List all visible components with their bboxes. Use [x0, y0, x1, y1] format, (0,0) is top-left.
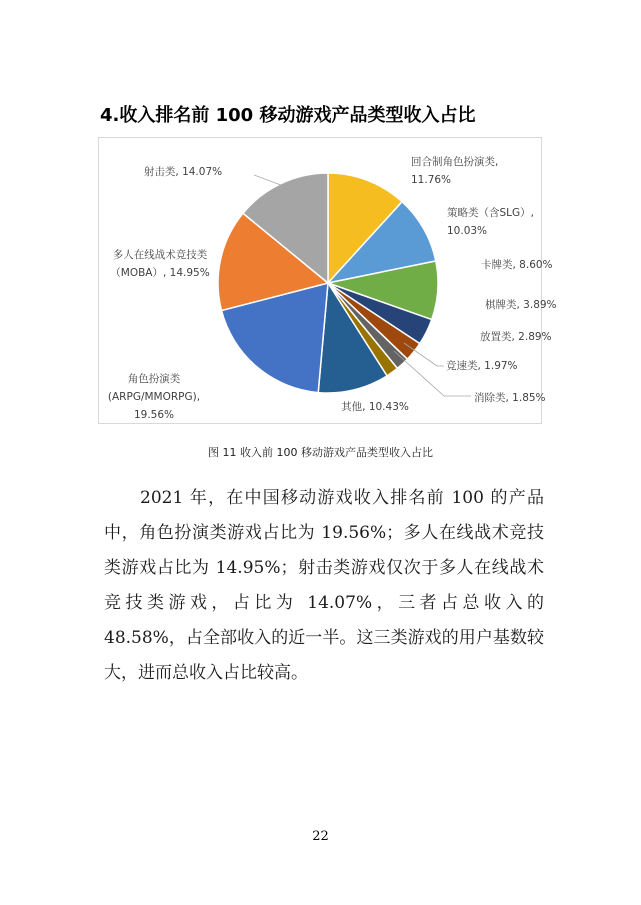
slice-label: 回合制角色扮演类, 11.76% — [411, 156, 499, 186]
slice-label: 射击类, 14.07% — [143, 166, 223, 178]
section-title: 4.收入排名前 100 移动游戏产品类型收入占比 — [100, 105, 476, 126]
slice-label: 角色扮演类(ARPG/MMORPG), 19.56% — [107, 373, 201, 421]
slice-label: 棋牌类, 3.89% — [485, 299, 557, 311]
page-number: 22 — [312, 829, 329, 844]
figure-caption: 图 11 收入前 100 移动游戏产品类型收入占比 — [208, 446, 433, 459]
pie-chart — [99, 138, 557, 425]
slice-label: 竞速类, 1.97% — [446, 360, 518, 372]
chart-frame — [98, 137, 557, 424]
slice-label: 其他, 10.43% — [341, 401, 409, 413]
slice-label: 多人在线战术竞技类（MOBA）, 14.95% — [110, 249, 210, 279]
body-paragraph: 2021 年，在中国移动游戏收入排名前 100 的产品中，角色扮演类游戏占比为 19.56%；多人在线战术竞技类游戏占比为 14.95%；射击类游戏仅次于多人在线战术竞技类游戏，占比为 14.07%，三者占总收入的 48.58%，占全部收入的近一半。这三类游戏的用户基数较大，进而总收入占比较高。 — [104, 488, 544, 683]
slice-label: 放置类, 2.89% — [480, 331, 552, 343]
slice-label: 消除类, 1.85% — [474, 392, 546, 404]
slice-label: 卡牌类, 8.60% — [481, 259, 553, 271]
slice-label: 策略类（含SLG）, 10.03% — [447, 207, 534, 237]
